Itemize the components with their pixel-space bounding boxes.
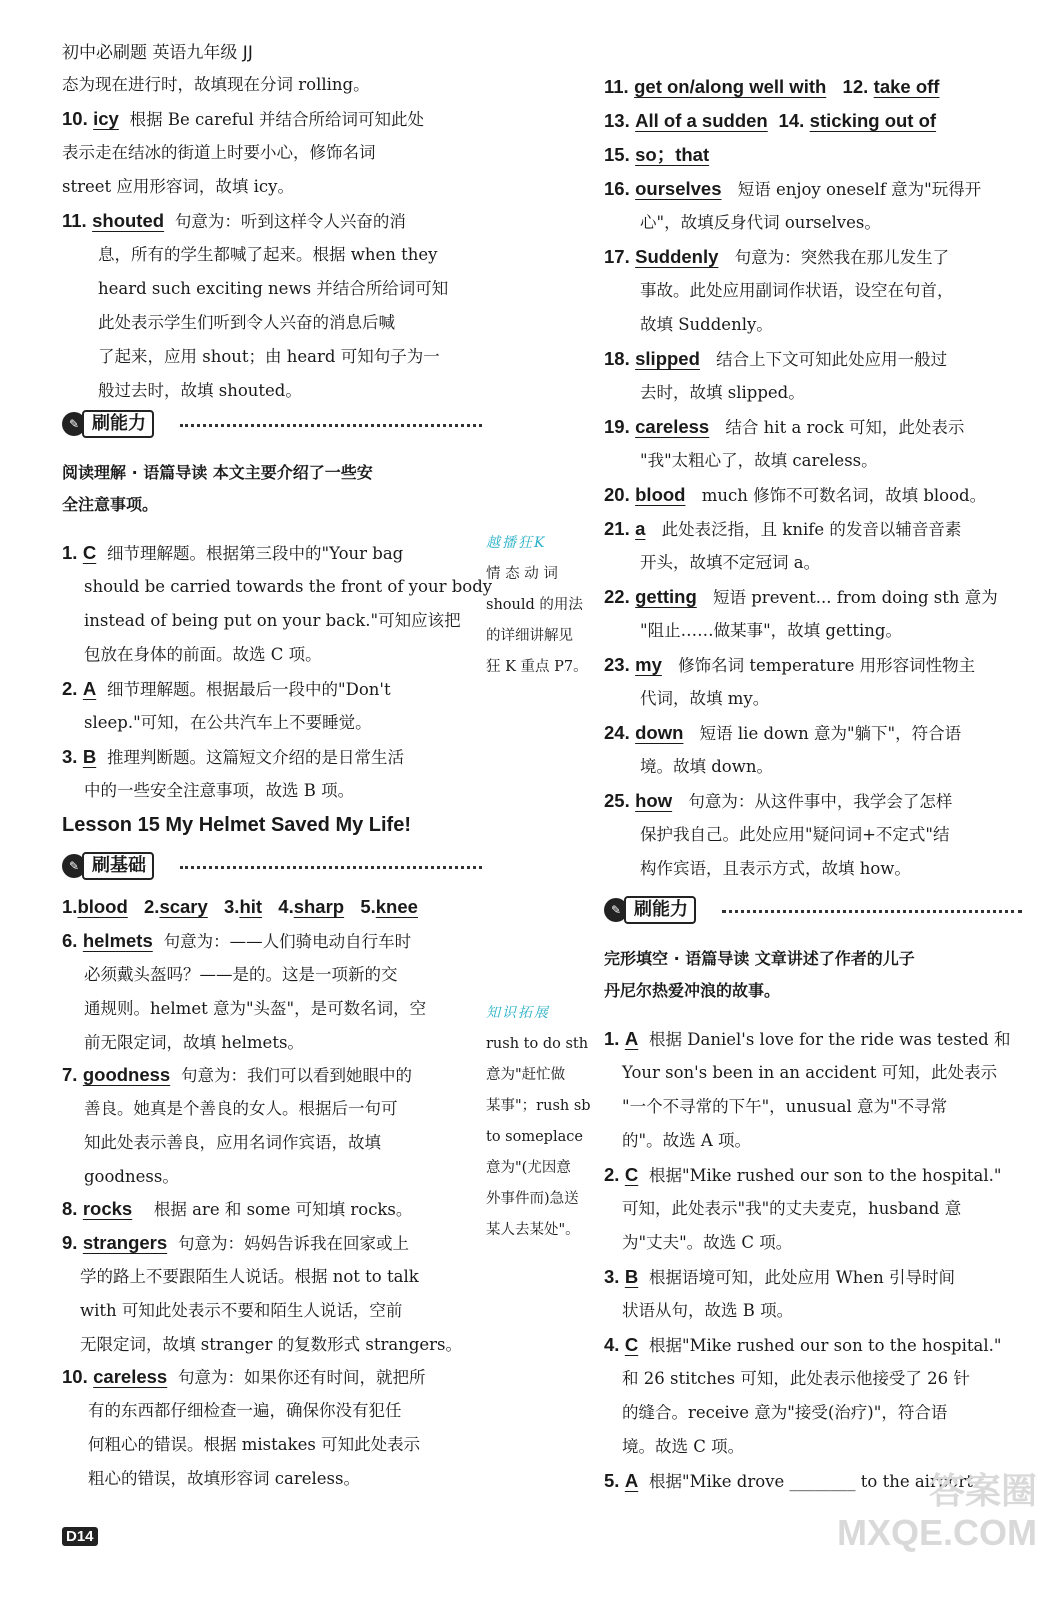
- answer-item: 16. ourselves 短语 enjoy oneself 意为"玩得开: [604, 178, 982, 199]
- dotted-divider: [722, 910, 1022, 913]
- text-line: 保护我自己。此处应用"疑问词+不定式"结: [640, 825, 950, 844]
- text-line: 代词，故填 my。: [640, 689, 770, 708]
- answer-item: 20. blood much 修饰不可数名词，故填 blood。: [604, 484, 987, 505]
- text-line: 的缝合。receive 意为"接受(治疗)"，符合语: [622, 1403, 948, 1422]
- answer-item: 15. so；that: [604, 144, 710, 165]
- watermark: 答案圈 MXQE.COM: [836, 1470, 1037, 1553]
- section-banner: ✎ 刷能力: [604, 894, 1022, 928]
- text-line: 必须戴头盔吗？——是的。这是一项新的交: [84, 965, 398, 984]
- section-banner: ✎ 刷基础: [62, 850, 482, 884]
- answer-item: 9. strangers 句意为：妈妈告诉我在回家或上: [62, 1232, 409, 1253]
- text-line: "我"太粗心了，故填 careless。: [640, 451, 878, 470]
- text-line: 为"丈夫"。故选 C 项。: [622, 1233, 793, 1252]
- answer-item: 24. down 短语 lie down 意为"躺下"，符合语: [604, 722, 962, 743]
- reading-intro: 全注意事项。: [62, 495, 159, 514]
- text-line: 状语从句，故选 B 项。: [622, 1301, 794, 1320]
- text-line: 开头，故填不定冠词 a。: [640, 553, 821, 572]
- text-line: 去时，故填 slipped。: [640, 383, 805, 402]
- answer-item: 25. how 句意为：从这件事中，我学会了怎样: [604, 790, 953, 811]
- text-line: 境。故选 C 项。: [622, 1437, 745, 1456]
- text-line: 此处表示学生们听到令人兴奋的消息后喊: [98, 313, 395, 332]
- answer-item: 4. C 根据"Mike rushed our son to the hospital.": [604, 1334, 1002, 1355]
- text-line: Your son's been in an accident 可知，此处表示: [622, 1063, 998, 1082]
- answer-item: 2. A 细节理解题。根据最后一段中的"Don't: [62, 678, 391, 699]
- page-header: 初中必刷题 英语九年级 JJ: [62, 43, 253, 63]
- answer-item: 3. B 推理判断题。这篇短文介绍的是日常生活: [62, 746, 405, 767]
- text-line: 态为现在进行时，故填现在分词 rolling。: [62, 75, 370, 94]
- answer-item: 6. helmets 句意为：——人们骑电动自行车时: [62, 930, 412, 951]
- cloze-intro: 完形填空 · 语篇导读 文章讲述了作者的儿子: [604, 949, 915, 968]
- side-note-1: 越播狂K 情 态 动 词 should 的用法 的详细讲解见 狂 K 重点 P7。: [486, 535, 588, 675]
- text-line: with 可知此处表示不要和陌生人说话，空前: [80, 1301, 403, 1320]
- text-line: 知此处表示善良，应用名词作宾语，故填: [84, 1133, 381, 1152]
- answer-item: 21. a 此处表泛指，且 knife 的发音以辅音音素: [604, 518, 962, 539]
- answer-item: 2. C 根据"Mike rushed our son to the hospital.": [604, 1164, 1002, 1185]
- pen-icon: ✎: [62, 412, 86, 436]
- answer-row: 1.blood 2.scary 3.hit 4.sharp 5.knee: [62, 896, 418, 917]
- text-line: 了起来，应用 shout；由 heard 可知句子为一: [98, 347, 440, 366]
- text-line: 通规则。helmet 意为"头盔"，是可数名词，空: [84, 999, 427, 1018]
- answer-item: 19. careless 结合 hit a rock 可知，此处表示: [604, 416, 965, 437]
- text-line: "一个不寻常的下午"，unusual 意为"不寻常: [622, 1097, 948, 1116]
- answer-item: 8. rocks 根据 are 和 some 可知填 rocks。: [62, 1198, 413, 1219]
- text-line: 构作宾语，且表示方式，故填 how。: [640, 859, 911, 878]
- reading-intro: 阅读理解 · 语篇导读 本文主要介绍了一些安: [62, 463, 373, 482]
- dotted-divider: [180, 424, 482, 427]
- answer-item: 10. careless 句意为：如果你还有时间，就把所: [62, 1366, 426, 1387]
- section-banner: ✎ 刷能力: [62, 408, 482, 442]
- text-line: 无限定词，故填 stranger 的复数形式 strangers。: [80, 1335, 463, 1354]
- answer-item: 18. slipped 结合上下文可知此处应用一般过: [604, 348, 948, 369]
- text-line: 粗心的错误，故填形容词 careless。: [88, 1469, 360, 1488]
- answer-item: 23. my 修饰名词 temperature 用形容词性物主: [604, 654, 976, 675]
- text-line: 前无限定词，故填 helmets。: [84, 1033, 304, 1052]
- pen-icon: ✎: [62, 854, 86, 878]
- text-line: 包放在身体的前面。故选 C 项。: [84, 645, 322, 664]
- answer-item: 11. shouted 句意为：听到这样令人兴奋的消: [62, 210, 406, 231]
- answer-item: 22. getting 短语 prevent... from doing sth 意为: [604, 586, 998, 607]
- cloze-intro: 丹尼尔热爱冲浪的故事。: [604, 981, 781, 1000]
- answer-item: 10. icy 根据 Be careful 并结合所给词可知此处: [62, 108, 425, 129]
- answer-row: 11. get on/along well with 12. take off: [604, 76, 940, 97]
- answer-item: 1. C 细节理解题。根据第三段中的"Your bag: [62, 542, 404, 563]
- lesson-title: Lesson 15 My Helmet Saved My Life!: [62, 814, 412, 836]
- text-line: 何粗心的错误。根据 mistakes 可知此处表示: [88, 1435, 421, 1454]
- text-line: 心"，故填反身代词 ourselves。: [640, 213, 881, 232]
- text-line: 故填 Suddenly。: [640, 315, 773, 334]
- text-line: 和 26 stitches 可知，此处表示他接受了 26 针: [622, 1369, 970, 1388]
- text-line: 学的路上不要跟陌生人说话。根据 not to talk: [80, 1267, 419, 1286]
- page-number: D14: [62, 1527, 98, 1546]
- text-line: 事故。此处应用副词作状语，设空在句首，: [640, 281, 954, 300]
- text-line: 有的东西都仔细检查一遍，确保你没有犯任: [88, 1401, 402, 1420]
- answer-item: 7. goodness 句意为：我们可以看到她眼中的: [62, 1064, 413, 1085]
- text-line: 表示走在结冰的街道上时要小心，修饰名词: [62, 143, 376, 162]
- text-line: 中的一些安全注意事项，故选 B 项。: [84, 781, 355, 800]
- answer-item: 5. A 根据"Mike drove ________ to the airport: [604, 1470, 973, 1491]
- answer-item: 1. A 根据 Daniel's love for the ride was tested 和: [604, 1028, 1011, 1049]
- text-line: heard such exciting news 并结合所给词可知: [98, 279, 449, 298]
- text-line: street 应用形容词，故填 icy。: [62, 177, 294, 196]
- text-line: should be carried towards the front of your body: [84, 577, 493, 596]
- text-line: 可知，此处表示"我"的丈夫麦克，husband 意: [622, 1199, 962, 1218]
- side-note-2: 知识拓展 rush to do sth 意为"赶忙做 某事"；rush sb to someplace 意为"(尤因意 外事件而)急送 某人去某处"。: [486, 1005, 591, 1238]
- text-line: 息，所有的学生都喊了起来。根据 when they: [98, 245, 438, 264]
- answer-row: 13. All of a sudden 14. sticking out of: [604, 110, 937, 131]
- dotted-divider: [180, 866, 482, 869]
- text-line: 的"。故选 A 项。: [622, 1131, 751, 1150]
- text-line: instead of being put on your back."可知应该把: [84, 611, 461, 630]
- text-line: goodness。: [84, 1167, 179, 1186]
- pen-icon: ✎: [604, 898, 628, 922]
- answer-item: 3. B 根据语境可知，此处应用 When 引导时间: [604, 1266, 955, 1287]
- text-line: 善良。她真是个善良的女人。根据后一句可: [84, 1099, 398, 1118]
- text-line: sleep."可知，在公共汽车上不要睡觉。: [84, 713, 372, 732]
- text-line: 般过去时，故填 shouted。: [98, 381, 302, 400]
- text-line: 境。故填 down。: [640, 757, 773, 776]
- text-line: "阻止……做某事"，故填 getting。: [640, 621, 902, 640]
- answer-item: 17. Suddenly 句意为：突然我在那儿发生了: [604, 246, 950, 267]
